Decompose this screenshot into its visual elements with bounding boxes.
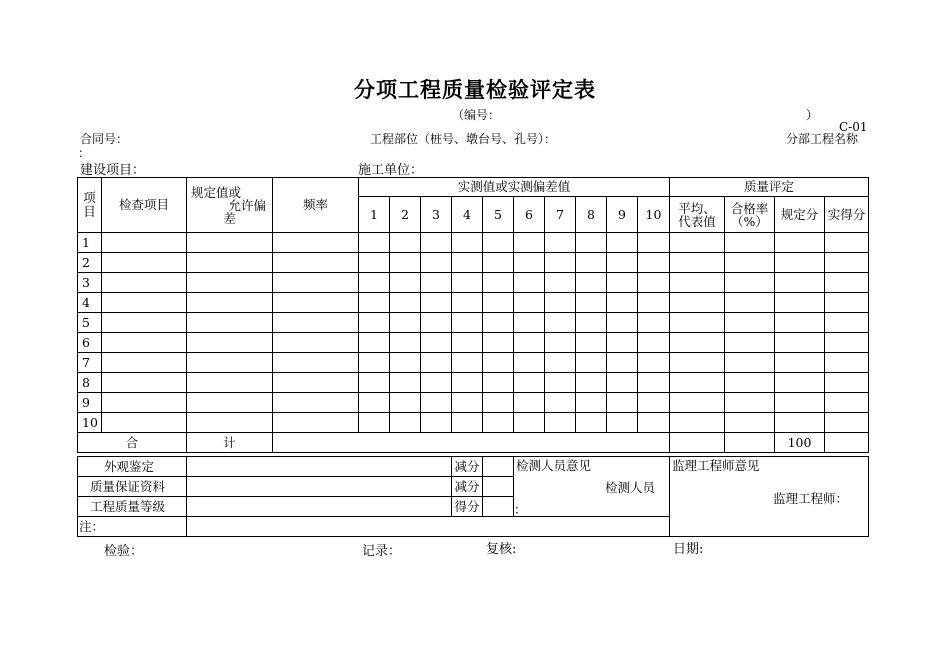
- measure-cell[interactable]: [452, 313, 483, 333]
- date-label: 日期:: [673, 542, 704, 557]
- spec-score-cell[interactable]: [775, 273, 825, 293]
- measure-cell[interactable]: [514, 253, 545, 273]
- frequency-cell[interactable]: [273, 393, 359, 413]
- actual-score-cell[interactable]: [825, 353, 869, 373]
- check-item-cell[interactable]: [102, 253, 187, 273]
- spec-value-cell[interactable]: [187, 293, 273, 313]
- measure-cell[interactable]: [607, 373, 638, 393]
- measure-cell[interactable]: [359, 253, 390, 273]
- project-part-label: 工程部位（桩号、墩台号、孔号）：: [370, 132, 557, 146]
- frequency-cell[interactable]: [273, 353, 359, 373]
- measure-cell[interactable]: [359, 413, 390, 433]
- measure-cell[interactable]: [390, 373, 421, 393]
- average-cell[interactable]: [670, 353, 725, 373]
- appearance-label: 外观鉴定: [78, 457, 187, 477]
- measure-cell[interactable]: [638, 373, 670, 393]
- spec-score-cell[interactable]: [775, 233, 825, 253]
- measure-cell[interactable]: [390, 273, 421, 293]
- measure-cell[interactable]: [545, 293, 576, 313]
- measure-cell[interactable]: [638, 353, 670, 373]
- measure-cell[interactable]: [390, 253, 421, 273]
- measure-cell[interactable]: [452, 333, 483, 353]
- row-number: 8: [78, 373, 102, 393]
- total-pass-rate[interactable]: [725, 433, 775, 453]
- measure-cell[interactable]: [638, 413, 670, 433]
- row-number: 1: [78, 233, 102, 253]
- measure-cell[interactable]: [638, 253, 670, 273]
- measure-cell[interactable]: [421, 273, 452, 293]
- header-average-value: 平均、 代表值: [670, 197, 725, 233]
- frequency-cell[interactable]: [273, 233, 359, 253]
- note-value[interactable]: [187, 517, 670, 537]
- measure-cell[interactable]: [421, 373, 452, 393]
- measure-cell[interactable]: [452, 353, 483, 373]
- check-item-cell[interactable]: [102, 333, 187, 353]
- spec-value-cell[interactable]: [187, 313, 273, 333]
- frequency-cell[interactable]: [273, 313, 359, 333]
- serial-label: （编号：: [452, 108, 501, 122]
- pass-rate-cell[interactable]: [725, 233, 775, 253]
- measure-cell[interactable]: [514, 233, 545, 253]
- spec-score-cell[interactable]: [775, 393, 825, 413]
- pass-rate-cell[interactable]: [725, 273, 775, 293]
- measure-cell[interactable]: [421, 333, 452, 353]
- table-row: [78, 373, 869, 393]
- measure-cell[interactable]: [452, 253, 483, 273]
- table-row: [78, 273, 869, 293]
- measure-cell[interactable]: [452, 393, 483, 413]
- measure-cell[interactable]: [514, 393, 545, 413]
- measure-cell[interactable]: [545, 313, 576, 333]
- measure-cell[interactable]: [452, 373, 483, 393]
- pass-rate-cell[interactable]: [725, 333, 775, 353]
- supervisor-opinion-cell[interactable]: [670, 457, 869, 537]
- spec-score-cell[interactable]: [775, 353, 825, 373]
- row-number: 6: [78, 333, 102, 353]
- measure-cell[interactable]: [483, 253, 514, 273]
- measure-cell[interactable]: [452, 233, 483, 253]
- spec-value-cell[interactable]: [187, 393, 273, 413]
- quality-docs-value[interactable]: [187, 477, 452, 497]
- table-row: [78, 393, 869, 413]
- review-label: 复核:: [486, 542, 517, 557]
- score-value[interactable]: [483, 497, 514, 517]
- supervisor-opinion-label: 监理工程师意见: [672, 458, 760, 473]
- actual-score-cell[interactable]: [825, 313, 869, 333]
- header-measure-col: 9: [607, 197, 638, 233]
- contract-no-label: 合同号：: [80, 132, 129, 146]
- total-label: 合: [78, 433, 187, 453]
- row-number: 7: [78, 353, 102, 373]
- spec-value-cell[interactable]: [187, 373, 273, 393]
- inspector-colon: ：: [514, 502, 527, 517]
- row-number: 10: [78, 413, 102, 433]
- actual-score-cell[interactable]: [825, 253, 869, 273]
- actual-score-cell[interactable]: [825, 373, 869, 393]
- measure-cell[interactable]: [421, 233, 452, 253]
- measure-cell[interactable]: [514, 333, 545, 353]
- row-number: 2: [78, 253, 102, 273]
- measure-cell[interactable]: [607, 253, 638, 273]
- measure-cell[interactable]: [483, 333, 514, 353]
- measure-cell[interactable]: [421, 413, 452, 433]
- average-cell[interactable]: [670, 333, 725, 353]
- measure-cell[interactable]: [514, 313, 545, 333]
- pass-rate-cell[interactable]: [725, 293, 775, 313]
- header-item-number: 项 目: [78, 178, 102, 233]
- measure-cell[interactable]: [390, 413, 421, 433]
- measure-cell[interactable]: [545, 413, 576, 433]
- frequency-cell[interactable]: [273, 293, 359, 313]
- spec-score-cell[interactable]: [775, 333, 825, 353]
- measure-cell[interactable]: [359, 353, 390, 373]
- pass-rate-cell[interactable]: [725, 413, 775, 433]
- average-cell[interactable]: [670, 293, 725, 313]
- total-actual-score[interactable]: [825, 433, 869, 453]
- table-row: [78, 333, 869, 353]
- grade-value[interactable]: [187, 497, 452, 517]
- table-row: [78, 293, 869, 313]
- pass-rate-cell[interactable]: [725, 313, 775, 333]
- deduct-value-2[interactable]: [483, 477, 514, 497]
- average-cell[interactable]: [670, 233, 725, 253]
- measure-cell[interactable]: [576, 413, 607, 433]
- row-number: 5: [78, 313, 102, 333]
- average-cell[interactable]: [670, 373, 725, 393]
- measure-cell[interactable]: [483, 393, 514, 413]
- table-row: [78, 253, 869, 273]
- check-item-cell[interactable]: [102, 273, 187, 293]
- measure-cell[interactable]: [607, 313, 638, 333]
- header-actual-score: 实得分: [825, 197, 869, 233]
- spec-value-cell[interactable]: [187, 353, 273, 373]
- appearance-value[interactable]: [187, 457, 452, 477]
- header-measured-values: 实测值或实测偏差值: [359, 178, 670, 197]
- measure-cell[interactable]: [545, 373, 576, 393]
- measure-cell[interactable]: [638, 393, 670, 413]
- check-item-cell[interactable]: [102, 393, 187, 413]
- measure-cell[interactable]: [483, 353, 514, 373]
- measure-cell[interactable]: [421, 353, 452, 373]
- header-spec-value: 规定值或 允许偏 差: [187, 178, 273, 233]
- measure-cell[interactable]: [576, 373, 607, 393]
- check-item-cell[interactable]: [102, 353, 187, 373]
- row-number: 4: [78, 293, 102, 313]
- actual-score-cell[interactable]: [825, 413, 869, 433]
- measure-cell[interactable]: [483, 233, 514, 253]
- measure-cell[interactable]: [607, 353, 638, 373]
- measure-cell[interactable]: [421, 253, 452, 273]
- page-title: 分项工程质量检验评定表: [354, 77, 596, 102]
- measure-cell[interactable]: [452, 293, 483, 313]
- spec-value-cell[interactable]: [187, 273, 273, 293]
- measure-cell[interactable]: [576, 393, 607, 413]
- pass-rate-cell[interactable]: [725, 393, 775, 413]
- check-item-cell[interactable]: [102, 413, 187, 433]
- frequency-cell[interactable]: [273, 333, 359, 353]
- actual-score-cell[interactable]: [825, 333, 869, 353]
- spec-score-cell[interactable]: [775, 413, 825, 433]
- deduct-value-1[interactable]: [483, 457, 514, 477]
- average-cell[interactable]: [670, 313, 725, 333]
- header-measure-col: 1: [359, 197, 390, 233]
- measure-cell[interactable]: [483, 373, 514, 393]
- check-item-cell[interactable]: [102, 313, 187, 333]
- measure-cell[interactable]: [545, 233, 576, 253]
- measure-cell[interactable]: [545, 393, 576, 413]
- measure-cell[interactable]: [607, 413, 638, 433]
- table-row: [78, 413, 869, 433]
- actual-score-cell[interactable]: [825, 273, 869, 293]
- grade-label: 工程质量等级: [78, 497, 187, 517]
- header-measure-col: 7: [545, 197, 576, 233]
- actual-score-cell[interactable]: [825, 293, 869, 313]
- measure-cell[interactable]: [390, 333, 421, 353]
- score-label: 得分: [452, 497, 483, 517]
- header-check-item: 检查项目: [102, 178, 187, 233]
- header-measure-col: 2: [390, 197, 421, 233]
- table-row: [78, 353, 869, 373]
- measure-cell[interactable]: [359, 373, 390, 393]
- deduct-label-2: 减分: [452, 477, 483, 497]
- measure-cell[interactable]: [638, 273, 670, 293]
- spec-score-cell[interactable]: [775, 253, 825, 273]
- total-average[interactable]: [670, 433, 725, 453]
- spec-score-cell[interactable]: [775, 293, 825, 313]
- measure-cell[interactable]: [359, 333, 390, 353]
- measure-cell[interactable]: [390, 393, 421, 413]
- deduct-label-1: 减分: [452, 457, 483, 477]
- header-spec-score: 规定分: [775, 197, 825, 233]
- note-label: 注：: [78, 517, 187, 537]
- frequency-cell[interactable]: [273, 413, 359, 433]
- measure-cell[interactable]: [390, 353, 421, 373]
- measure-cell[interactable]: [390, 293, 421, 313]
- measure-cell[interactable]: [359, 233, 390, 253]
- measure-cell[interactable]: [359, 293, 390, 313]
- inspector-label: 检测人员: [605, 480, 656, 495]
- row-number: 3: [78, 273, 102, 293]
- measure-cell[interactable]: [390, 233, 421, 253]
- header-pass-rate: 合格率 （%）: [725, 197, 775, 233]
- measure-cell[interactable]: [607, 333, 638, 353]
- measure-cell[interactable]: [638, 233, 670, 253]
- measure-cell[interactable]: [607, 273, 638, 293]
- spec-score-cell[interactable]: [775, 313, 825, 333]
- check-item-cell[interactable]: [102, 293, 187, 313]
- measure-cell[interactable]: [514, 413, 545, 433]
- measure-cell[interactable]: [576, 293, 607, 313]
- measure-cell[interactable]: [452, 413, 483, 433]
- inspector-opinion-cell[interactable]: [514, 457, 670, 517]
- measure-cell[interactable]: [638, 333, 670, 353]
- header-measure-col: 10: [638, 197, 670, 233]
- measure-cell[interactable]: [576, 313, 607, 333]
- measure-cell[interactable]: [359, 313, 390, 333]
- total-blank[interactable]: [273, 433, 670, 453]
- measure-cell[interactable]: [514, 353, 545, 373]
- measure-cell[interactable]: [390, 313, 421, 333]
- evaluation-table: [77, 456, 869, 537]
- actual-score-cell[interactable]: [825, 233, 869, 253]
- construction-unit-label: 施工单位：: [358, 163, 424, 178]
- measure-cell[interactable]: [607, 393, 638, 413]
- measure-cell[interactable]: [514, 373, 545, 393]
- row-number: 9: [78, 393, 102, 413]
- measure-cell[interactable]: [545, 333, 576, 353]
- measure-cell[interactable]: [483, 273, 514, 293]
- supervisor-label: 监理工程师：: [773, 491, 849, 506]
- measure-cell[interactable]: [514, 293, 545, 313]
- measure-cell[interactable]: [576, 333, 607, 353]
- measure-cell[interactable]: [421, 313, 452, 333]
- frequency-cell[interactable]: [273, 273, 359, 293]
- header-measure-col: 8: [576, 197, 607, 233]
- check-item-cell[interactable]: [102, 233, 187, 253]
- measure-cell[interactable]: [576, 233, 607, 253]
- measure-cell[interactable]: [576, 253, 607, 273]
- average-cell[interactable]: [670, 273, 725, 293]
- header-measure-col: 5: [483, 197, 514, 233]
- measure-cell[interactable]: [421, 293, 452, 313]
- actual-score-cell[interactable]: [825, 393, 869, 413]
- measure-cell[interactable]: [638, 313, 670, 333]
- table-row: [78, 233, 869, 253]
- inspection-table: [77, 177, 869, 453]
- contract-colon: ：: [78, 146, 91, 160]
- frequency-cell[interactable]: [273, 373, 359, 393]
- total-spec-score: 100: [775, 433, 825, 453]
- inspector-opinion-label: 检测人员意见: [516, 458, 592, 473]
- measure-cell[interactable]: [576, 273, 607, 293]
- measure-cell[interactable]: [514, 273, 545, 293]
- spec-value-cell[interactable]: [187, 413, 273, 433]
- measure-cell[interactable]: [576, 353, 607, 373]
- measure-cell[interactable]: [483, 313, 514, 333]
- construction-project-label: 建设项目：: [80, 163, 146, 178]
- spec-value-cell[interactable]: [187, 253, 273, 273]
- measure-cell[interactable]: [483, 413, 514, 433]
- header-frequency: 频率: [273, 178, 359, 233]
- table-row: [78, 313, 869, 333]
- spec-value-cell[interactable]: [187, 233, 273, 253]
- record-label: 记录：: [362, 544, 402, 559]
- pass-rate-cell[interactable]: [725, 373, 775, 393]
- measure-cell[interactable]: [545, 353, 576, 373]
- spec-value-cell[interactable]: [187, 333, 273, 353]
- measure-cell[interactable]: [421, 393, 452, 413]
- pass-rate-cell[interactable]: [725, 253, 775, 273]
- average-cell[interactable]: [670, 253, 725, 273]
- measure-cell[interactable]: [452, 273, 483, 293]
- quality-docs-label: 质量保证资料: [78, 477, 187, 497]
- measure-cell[interactable]: [545, 253, 576, 273]
- sub-project-label: 分部工程名称: [786, 132, 859, 146]
- measure-cell[interactable]: [359, 393, 390, 413]
- form-code: C-01: [839, 120, 868, 134]
- measure-cell[interactable]: [607, 233, 638, 253]
- measure-cell[interactable]: [607, 293, 638, 313]
- measure-cell[interactable]: [638, 293, 670, 313]
- pass-rate-cell[interactable]: [725, 353, 775, 373]
- inspection-label: 检验：: [104, 544, 144, 559]
- serial-close: ）: [806, 108, 819, 122]
- spec-score-cell[interactable]: [775, 373, 825, 393]
- check-item-cell[interactable]: [102, 373, 187, 393]
- header-measure-col: 4: [452, 197, 483, 233]
- header-measure-col: 3: [421, 197, 452, 233]
- measure-cell[interactable]: [545, 273, 576, 293]
- average-cell[interactable]: [670, 393, 725, 413]
- total-label-2: 计: [187, 433, 273, 453]
- frequency-cell[interactable]: [273, 253, 359, 273]
- average-cell[interactable]: [670, 413, 725, 433]
- header-measure-col: 6: [514, 197, 545, 233]
- measure-cell[interactable]: [483, 293, 514, 313]
- measure-cell[interactable]: [359, 273, 390, 293]
- header-quality-assessment: 质量评定: [670, 178, 869, 197]
